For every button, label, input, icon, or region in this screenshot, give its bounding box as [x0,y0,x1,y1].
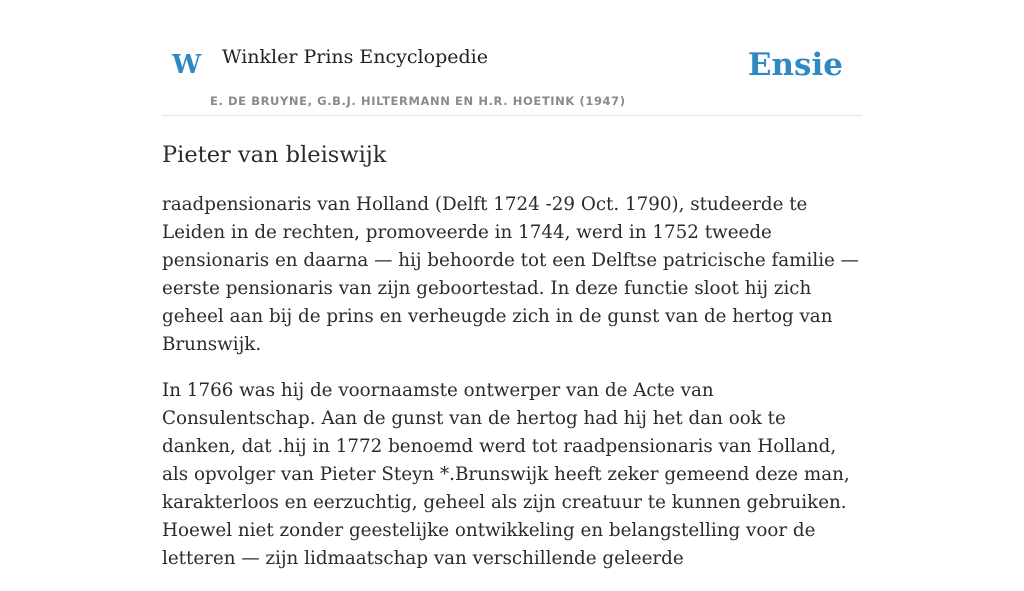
ensie-logo[interactable]: Ensie [747,47,843,83]
article-paragraph: raadpensionaris van Holland (Delft 1724 -29 Oct. 1790), studeerde te Leiden in de rechten, promoveerde in 1744, werd in 1752 tweede pensionaris en daarna — hij behoorde tot een Delftse patricische familie — eerste pensionaris van zijn geboortestad. In deze functie sloot hij zich geheel aan bij de prins en verheugde zich in de gunst van de hertog van Brunswijk. [162,194,859,356]
source-header [162,0,862,116]
article-body [162,191,862,573]
source-logo[interactable]: W [172,50,202,80]
source-authors: E. DE BRUYNE, G.B.J. HILTERMANN EN H.R. HOETINK (1947) [210,94,626,108]
article-paragraph: In 1766 was hij de voornaamste ontwerper van de Acte van Consulentschap. Aan de gunst van de hertog had hij het dan ook te danken, dat .hij in 1772 benoemd werd tot raadpensionaris van Holland, als opvolger van Pieter Steyn *.Brunswijk heeft zeker gemeend deze man, karakterloos en eerzuchtig, geheel als zijn creatuur te kunnen gebruiken. Hoewel niet zonder geestelijke ontwikkeling en belangstelling voor de letteren — zijn lidmaatschap van verschillende geleerde [162,380,850,570]
source-title[interactable]: Winkler Prins Encyclopedie [222,46,488,68]
article-page [162,0,862,591]
article-title: Pieter van bleiswijk [162,142,387,168]
